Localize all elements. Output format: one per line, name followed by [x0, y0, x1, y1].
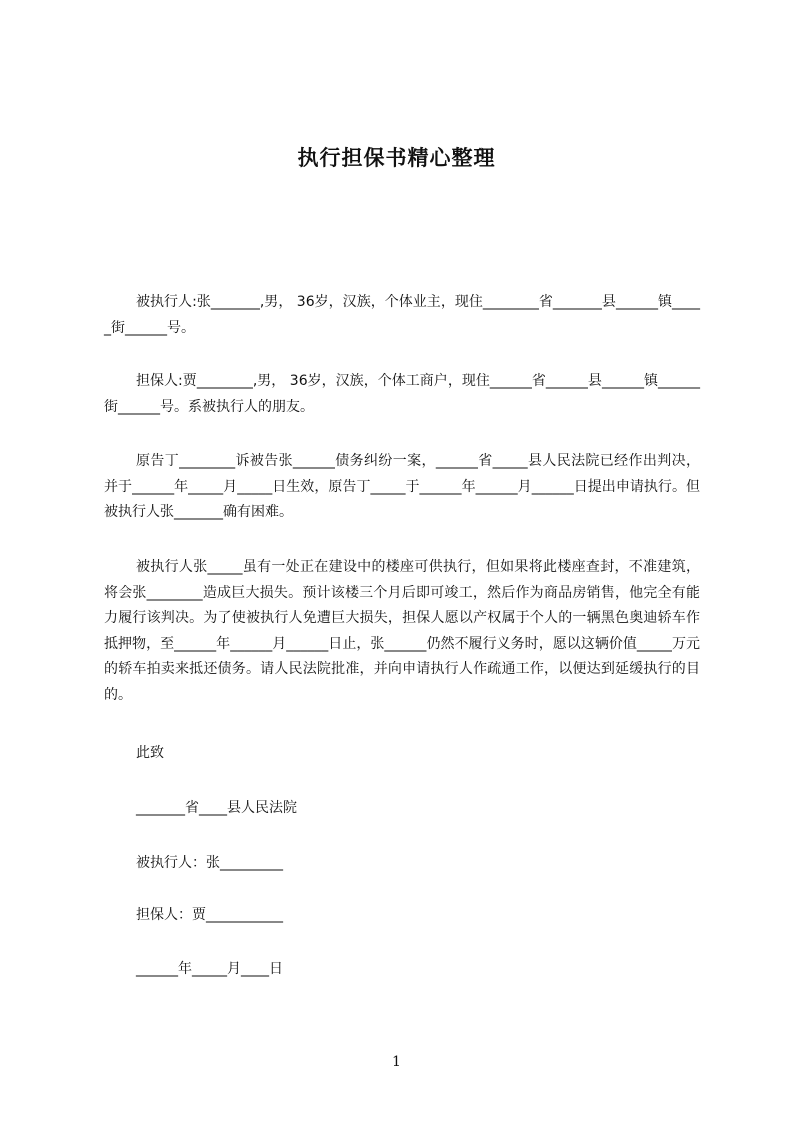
paragraph-case-background: 原告丁________诉被告张______债务纠纷一案，______省_____县人民法院已经作出判决，并于______年_____月_____日生效，原告丁_____于______年______月______日提出申请执行。但被执行人张_______确有困难。	[104, 453, 700, 520]
closing-salutation: 此致	[136, 745, 164, 761]
paragraph-guarantor-info: 担保人:贾________,男， 36岁，汉族，个体工商户，现住______省______县______镇______街______号。系被执行人的朋友。	[104, 373, 700, 415]
page-number: 1	[392, 1054, 401, 1070]
debtor-signature-line: 被执行人：张_________	[136, 855, 283, 871]
court-addressee: _______省____县人民法院	[136, 800, 297, 816]
paragraph-guarantee-terms: 被执行人张_____虽有一处正在建设中的楼座可供执行，但如果将此楼座查封，不准建筑，将会张________造成巨大损失。预计该楼三个月后即可竣工，然后作为商品房销售，他完全有能力履行该判决。为了使被执行人免遭巨大损失，担保人愿以产权属于个人的一辆黑色奥迪轿车作抵押物，至______年______月______日止，张______仍然不履行义务时，愿以这辆价值_____万元的轿车拍卖来抵还债务。请人民法院批准，并向申请执行人作疏通工作，以便达到延缓执行的目的。	[104, 559, 700, 703]
page-title: 执行担保书精心整理	[297, 146, 496, 170]
date-line: ______年_____月____日	[136, 961, 283, 977]
paragraph-debtor-info: 被执行人:张_______,男， 36岁，汉族，个体业主，现住________省_______县______镇_____街______号。	[104, 294, 700, 336]
guarantor-signature-line: 担保人：贾___________	[136, 907, 283, 923]
